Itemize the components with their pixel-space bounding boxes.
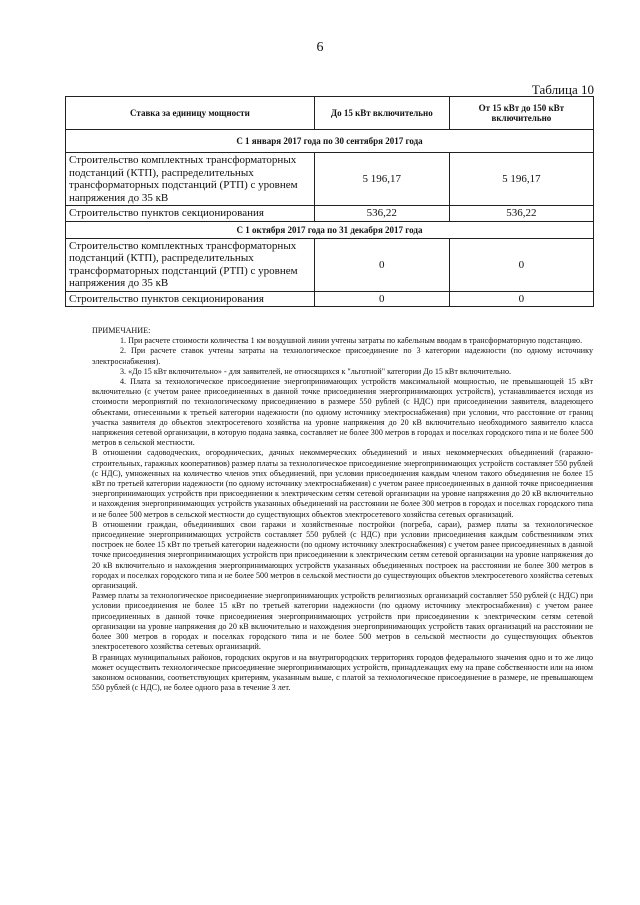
row-value-15-to-150kw: 0 bbox=[449, 238, 593, 291]
note-item-2: 2. При расчете ставок учтены затраты на технологическое присоединение по 3 категории надежности (по одному источнику электроснабжения). bbox=[92, 346, 593, 366]
table-row bbox=[66, 153, 594, 206]
row-label: Строительство комплектных трансформаторных подстанций (КТП), распределительных трансформаторных подстанций (РТП) с уровнем напряжения до 35 кВ bbox=[66, 238, 315, 291]
row-value-up-to-15kw: 0 bbox=[314, 238, 449, 291]
row-value-15-to-150kw: 5 196,17 bbox=[449, 153, 593, 206]
notes-block bbox=[92, 326, 593, 693]
section-title: С 1 января 2017 года по 30 сентября 2017 года bbox=[66, 130, 594, 153]
note-paragraph-associations: В отношении садоводческих, огороднических, дачных некоммерческих объединений и иных некоммерческих объединений (гаражно-строительных, гаражных кооперативов) размер платы за технологическое присоединение энергопринимающих устройств составляет 550 рублей (с НДС), умноженных на количество членов этих объединений, при условии присоединения каждым членом такого объединения не более 15 кВт по третьей категории надежности (по одному источнику электроснабжения) с учетом ранее присоединенных в данной точке присоединения энергопринимающих устройств при присоединении к электрическим сетям сетевой организации на уровне напряжения до 20 кВ включительно и нахождения энергопринимающих устройств указанных объединений на расстоянии не более 300 метров в городах и поселках городского типа и не более 500 метров в сельской местности до существующих объектов электросетевого хозяйства сетевых организаций. bbox=[92, 448, 593, 519]
header-rate: Ставка за единицу мощности bbox=[66, 97, 315, 130]
note-paragraph-boundaries: В границах муниципальных районов, городских округов и на внутригородских территориях городов федерального значения одно и то же лицо может осуществить технологическое присоединение энергопринимающих устройств, принадлежащих ему на праве собственности или на ином законном основании, соответствующих критериям, указанным выше, с платой за технологическое присоединение в размере, не превышающем 550 рублей (с НДС), не более одного раза в течение 3 лет. bbox=[92, 652, 593, 693]
note-item-4: 4. Плата за технологическое присоединение энергопринимающих устройств максимальной мощностью, не превышающей 15 кВт включительно (с учетом ранее присоединенных в данной точке присоединения энергопринимающих устройств), устанавливается исходя из стоимости мероприятий по технологическому присоединению в размере 550 рублей (с НДС) при присоединении заявителя, владеющего объектами, отнесенными к третьей категории надежности (по одному источнику электроснабжения) при условии, что расстояние от границ участка заявителя до объектов электросетевого хозяйства на уровне напряжения до 20 кВ включительно необходимого заявителю класса напряжения сетевой организации, в которую подана заявка, составляет не более 300 метров в городах и поселках городского типа и не более 500 метров в сельской местности. bbox=[92, 377, 593, 448]
table-header-row bbox=[66, 97, 594, 130]
table-row bbox=[66, 238, 594, 291]
table-caption: Таблица 10 bbox=[531, 82, 594, 97]
row-label: Строительство комплектных трансформаторных подстанций (КТП), распределительных трансформаторных подстанций (РТП) с уровнем напряжения до 35 кВ bbox=[66, 153, 315, 206]
notes-heading: ПРИМЕЧАНИЕ: bbox=[92, 326, 151, 335]
row-value-15-to-150kw: 0 bbox=[449, 291, 593, 307]
table-row bbox=[66, 206, 594, 222]
note-paragraph-religious: Размер платы за технологическое присоединение энергопринимающих устройств религиозных организаций составляет 550 рублей (с НДС) при условии присоединения не более 15 кВт по третьей категории надежности (по одному источнику электроснабжения) с учетом ранее присоединенных в данной точке присоединения энергопринимающих устройств при присоединении к электрическим сетям сетевой организации на уровне напряжения до 20 кВ включительно и нахождения энергопринимающих устройств таких организаций на расстоянии не более 300 метров в городах и поселках городского типа и не более 500 метров в сельской местности до существующих объектов электросетевого хозяйства сетевых организаций. bbox=[92, 591, 593, 652]
row-label: Строительство пунктов секционирования bbox=[66, 206, 315, 222]
row-label: Строительство пунктов секционирования bbox=[66, 291, 315, 307]
rates-table bbox=[65, 96, 594, 307]
section-row bbox=[66, 130, 594, 153]
section-title: С 1 октября 2017 года по 31 декабря 2017 года bbox=[66, 221, 594, 238]
note-item-1: 1. При расчете стоимости количества 1 км воздушной линии учтены затраты по кабельным вводам в трансформаторную подстанцию. bbox=[120, 336, 583, 346]
header-15-to-150kw: От 15 кВт до 150 кВт включительно bbox=[449, 97, 593, 130]
row-value-up-to-15kw: 5 196,17 bbox=[314, 153, 449, 206]
note-paragraph-garages: В отношении граждан, объединивших свои гаражи и хозяйственные постройки (погреба, сараи), размер платы за технологическое присоединение энергопринимающих устройств составляет 550 рублей (с НДС) при условии присоединения каждым собственником этих построек не более 15 кВт по третьей категории надежности (по одному источнику электроснабжения) с учетом ранее присоединенных в данной точке присоединения энергопринимающих устройств при присоединении к электрическим сетям сетевой организации на уровне напряжения до 20 кВ включительно и нахождения энергопринимающих устройств указанных объединенных построек на расстоянии не более 300 метров в городах и поселках городского типа и не более 500 метров в сельской местности до существующих объектов электросетевого хозяйства сетевых организаций. bbox=[92, 519, 593, 591]
row-value-up-to-15kw: 536,22 bbox=[314, 206, 449, 222]
note-item-3: 3. «До 15 кВт включительно» - для заявителей, не относящихся к "льготной" категории До 15 кВт включительно. bbox=[120, 366, 512, 376]
table-row bbox=[66, 291, 594, 307]
header-up-to-15kw: До 15 кВт включительно bbox=[314, 97, 449, 130]
section-row bbox=[66, 221, 594, 238]
row-value-15-to-150kw: 536,22 bbox=[449, 206, 593, 222]
page-number: 6 bbox=[316, 40, 324, 55]
row-value-up-to-15kw: 0 bbox=[314, 291, 449, 307]
